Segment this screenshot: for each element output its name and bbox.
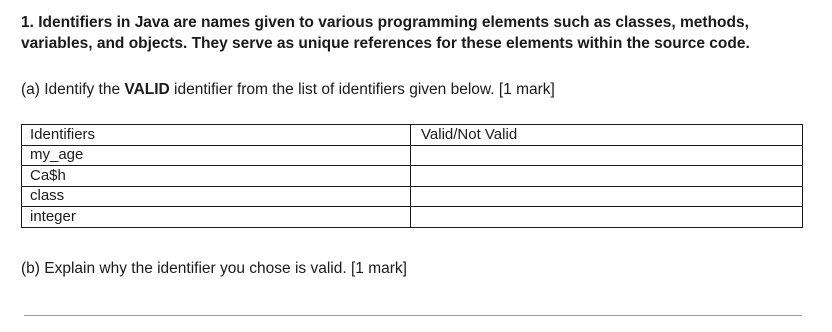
part-b-prompt: (b) Explain why the identifier you chose is valid. [1 mark] [21, 260, 407, 277]
table-row [22, 145, 803, 166]
identifier-cell: integer [22, 207, 411, 228]
table-row [22, 186, 803, 207]
identifier-cell: my_age [22, 145, 411, 166]
part-a-suffix: identifier from the list of identifiers given below. [1 mark] [169, 81, 555, 98]
table-header-row [22, 125, 803, 146]
part-a-prompt [21, 80, 555, 100]
table-row [22, 207, 803, 228]
identifier-cell: class [22, 186, 411, 207]
validity-answer-cell[interactable] [411, 166, 803, 187]
question-title: 1. Identifiers in Java are names given to various programming elements such as classes, methods, variables, and objects. They serve as unique references for these elements within the source code. [21, 14, 750, 52]
validity-answer-cell[interactable] [411, 207, 803, 228]
identifier-cell: Ca$h [22, 166, 411, 187]
part-a-prefix: (a) Identify the [21, 81, 125, 98]
identifier-table [21, 124, 803, 228]
validity-answer-cell[interactable] [411, 186, 803, 207]
header-identifiers: Identifiers [22, 125, 411, 146]
header-validity: Valid/Not Valid [411, 125, 803, 146]
answer-line[interactable] [24, 315, 802, 316]
part-a-emphasis: VALID [124, 81, 170, 98]
validity-answer-cell[interactable] [411, 145, 803, 166]
table-row [22, 166, 803, 187]
